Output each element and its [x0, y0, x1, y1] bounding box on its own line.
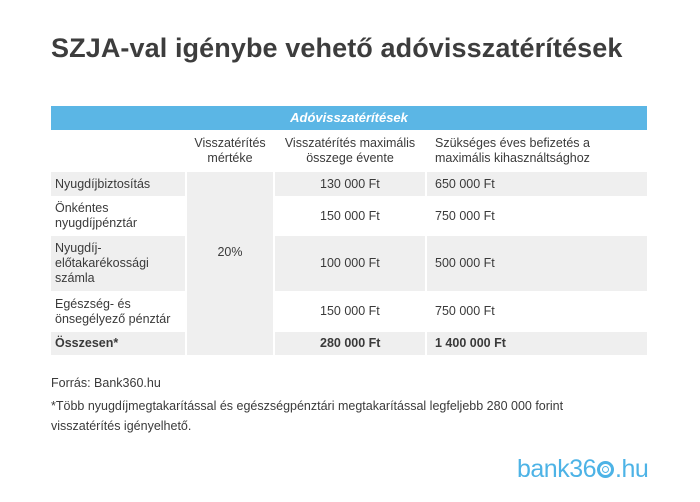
header-required: Szükséges éves befizetés a maximális kihasználtsághoz	[435, 136, 590, 165]
row-required: 500 000 Ft	[427, 236, 647, 291]
table-row-total	[51, 332, 647, 355]
row-required: 750 000 Ft	[435, 208, 495, 223]
row-name: Nyugdíjbiztosítás	[51, 172, 185, 196]
logo-text-start: bank36	[517, 455, 597, 483]
rate-cell: 20%	[187, 172, 273, 332]
row-name: Egészség- és önsegélyező pénztár	[55, 296, 171, 326]
logo-circle-icon	[597, 461, 614, 478]
row-max-refund: 280 000 Ft	[275, 332, 425, 355]
row-name: Nyugdíj-előtakarékossági számla	[51, 236, 185, 291]
footnote: *Több nyugdíjmegtakarítással és egészségpénztári megtakarítással legfeljebb 280 000 forint visszatérítés igényelhető.	[51, 399, 564, 433]
table-row	[51, 196, 647, 236]
source-note: Forrás: Bank360.hu	[51, 376, 161, 390]
header-rate: Visszatérítés mértéke	[194, 136, 266, 165]
row-required: 1 400 000 Ft	[427, 332, 647, 355]
bank360-logo	[517, 455, 648, 484]
row-max-refund: 130 000 Ft	[275, 172, 425, 196]
logo-text-end: .hu	[615, 455, 649, 483]
row-max-refund: 150 000 Ft	[320, 304, 380, 318]
table-banner: Adóvisszatérítések	[51, 106, 647, 130]
table-row	[51, 172, 647, 196]
table-row	[51, 291, 647, 332]
total-rate-blank	[187, 332, 273, 355]
page-title: SZJA-val igénybe vehető adóvisszatérítések	[51, 33, 623, 63]
header-max-refund: Visszatérítés maximális összege évente	[284, 136, 416, 165]
row-max-refund: 150 000 Ft	[320, 208, 380, 223]
row-required: 650 000 Ft	[427, 172, 647, 196]
row-name: Önkéntes nyugdíjpénztár	[55, 201, 138, 230]
table-row	[51, 236, 647, 291]
row-name: Összesen*	[51, 332, 185, 355]
row-max-refund: 100 000 Ft	[275, 236, 425, 291]
row-required: 750 000 Ft	[435, 304, 495, 318]
